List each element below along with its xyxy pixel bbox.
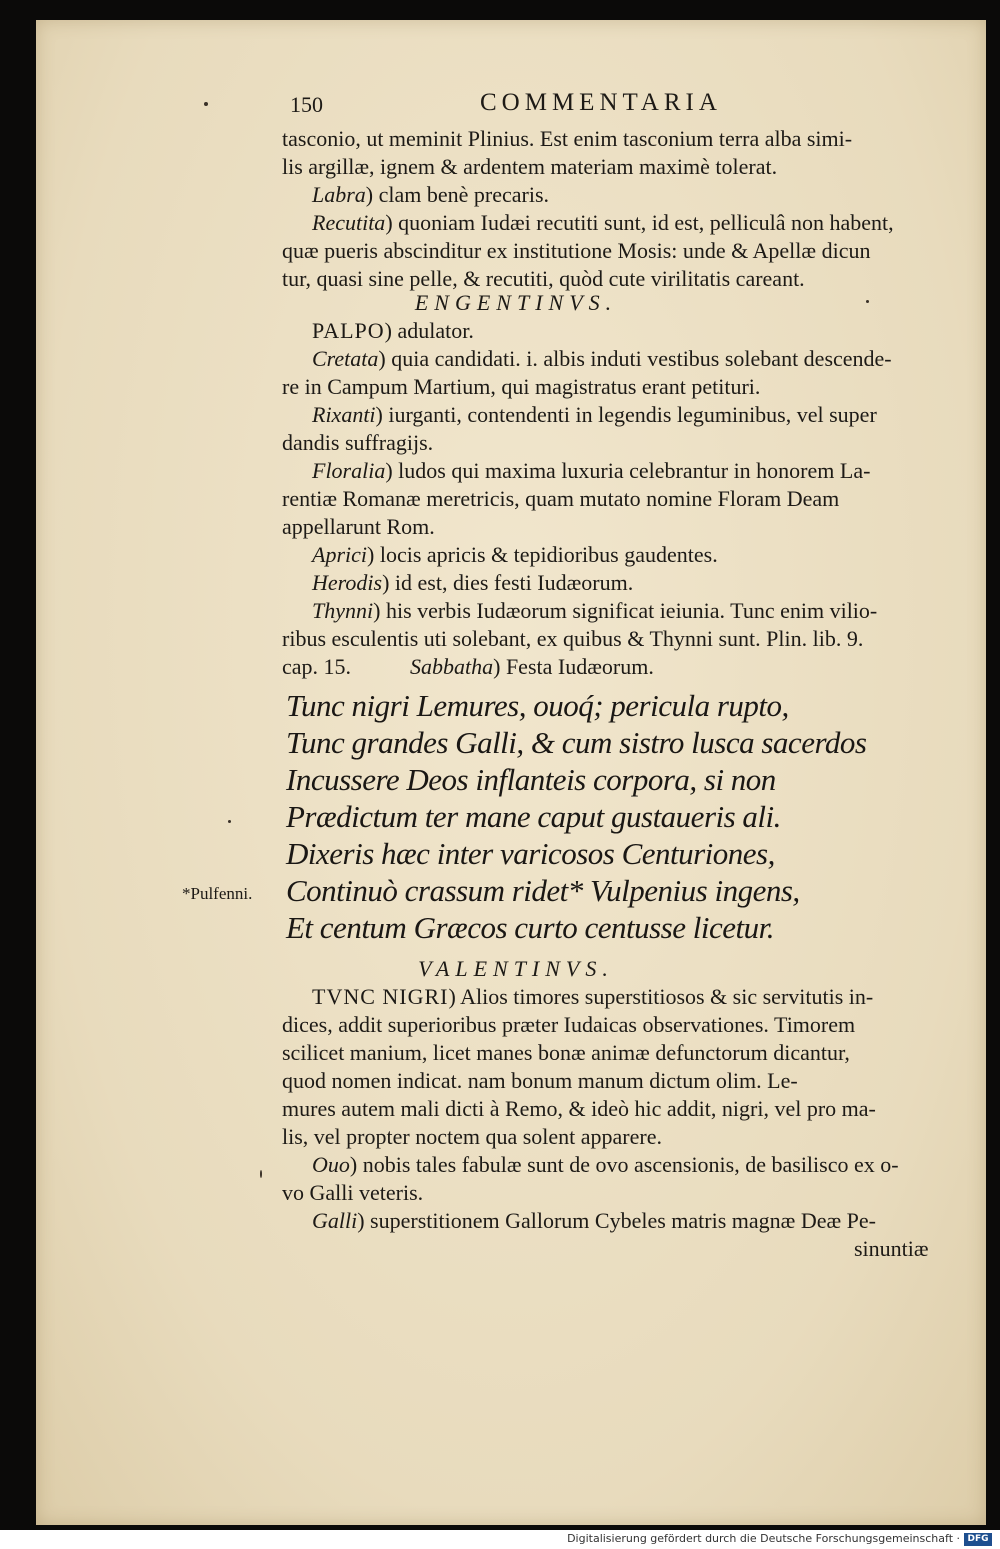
commentary-line: lis, vel propter noctem qua solent apparere. xyxy=(282,1124,662,1149)
commentary-line: tasconio, ut meminit Plinius. Est enim tasconium terra alba simi- xyxy=(282,126,853,151)
commentary-line: Galli) superstitionem Gallorum Cybeles matris magnæ Deæ Pe- xyxy=(312,1208,876,1233)
verse-line: Continuò crassum ridet* Vulpenius ingens, xyxy=(286,873,800,908)
commentary-line: cap. 15. xyxy=(282,654,352,679)
verse-line: Tunc grandes Galli, & cum sistro lusca sacerdos xyxy=(286,725,867,760)
commentary-line: appellarunt Rom. xyxy=(282,514,435,539)
page-number: 150 xyxy=(290,92,323,117)
commentary-line: Rixanti) iurganti, contendenti in legendis leguminibus, vel super xyxy=(312,402,877,427)
commentary-line: Herodis) id est, dies festi Iudæorum. xyxy=(312,570,634,595)
section-heading: VALENTINVS. xyxy=(418,956,614,981)
commentary-line: scilicet manium, licet manes bonæ animæ defunctorum dicantur, xyxy=(282,1040,850,1065)
ink-speck xyxy=(866,300,869,303)
running-title: COMMENTARIA xyxy=(480,89,722,116)
commentary-line: quod nomen indicat. nam bonum manum dictum olim. Le- xyxy=(282,1068,798,1093)
commentary-line: PALPO) adulator. xyxy=(312,318,474,343)
catchword: sinuntiæ xyxy=(854,1236,929,1261)
commentary-line: quæ pueris abscinditur ex institutione Mosis: unde & Apellæ dicun xyxy=(282,238,871,263)
book-page xyxy=(36,20,986,1525)
commentary-line: re in Campum Martium, qui magistratus erant petituri. xyxy=(282,374,761,399)
commentary-line: vo Galli veteris. xyxy=(282,1180,424,1205)
commentary-line: dandis suffragijs. xyxy=(282,430,434,455)
margin-note: *Pulfenni. xyxy=(182,884,253,903)
commentary-line: tur, quasi sine pelle, & recutiti, quòd cute virilitatis careant. xyxy=(282,266,805,291)
commentary-line: Thynni) his verbis Iudæorum significat ieiunia. Tunc enim vilio- xyxy=(312,598,878,623)
section-heading: ENGENTINVS. xyxy=(414,290,618,315)
commentary-line: mures autem mali dicti à Remo, & ideò hic addit, nigri, vel pro ma- xyxy=(282,1096,876,1121)
funding-credit: Digitalisierung gefördert durch die Deutsche Forschungsgemeinschaft · xyxy=(567,1532,960,1545)
commentary-line: Sabbatha) Festa Iudæorum. xyxy=(410,654,654,679)
verse-line: Tunc nigri Lemures, ouoq́; pericula rupto, xyxy=(286,688,789,723)
verse-line: Dixeris hæc inter varicosos Centuriones, xyxy=(286,836,775,871)
ink-speck xyxy=(228,820,231,823)
verse-line: Prædictum ter mane caput gustaueris ali. xyxy=(286,799,781,834)
commentary-line: Labra) clam benè precaris. xyxy=(312,182,550,207)
commentary-line: Ouo) nobis tales fabulæ sunt de ovo ascensionis, de basilisco ex o- xyxy=(312,1152,899,1177)
commentary-line: dices, addit superioribus præter Iudaicas observationes. Timorem xyxy=(282,1012,856,1037)
commentary-line: Aprici) locis apricis & tepidioribus gaudentes. xyxy=(312,542,718,567)
verse-line: Incussere Deos inflanteis corpora, si non xyxy=(286,762,776,797)
commentary-line: lis argillæ, ignem & ardentem materiam maximè tolerat. xyxy=(282,154,778,179)
digitization-footer xyxy=(0,1530,1000,1549)
ink-speck xyxy=(204,102,208,106)
commentary-line: ribus esculentis uti solebant, ex quibus & Thynni sunt. Plin. lib. 9. xyxy=(282,626,864,651)
commentary-line: Floralia) ludos qui maxima luxuria celebrantur in honorem La- xyxy=(312,458,871,483)
commentary-line: TVNC NIGRI) Alios timores superstitiosos & sic servitutis in- xyxy=(312,984,874,1009)
commentary-line: Recutita) quoniam Iudæi recutiti sunt, id est, pelliculâ non habent, xyxy=(312,210,894,235)
dfg-logo: DFG xyxy=(964,1533,992,1546)
commentary-line: Cretata) quia candidati. i. albis induti vestibus solebant descende- xyxy=(312,346,892,371)
verse-line: Et centum Græcos curto centusse licetur. xyxy=(286,910,774,945)
commentary-line: rentiæ Romanæ meretricis, quam mutato nomine Floram Deam xyxy=(282,486,840,511)
ink-speck xyxy=(260,1170,262,1178)
